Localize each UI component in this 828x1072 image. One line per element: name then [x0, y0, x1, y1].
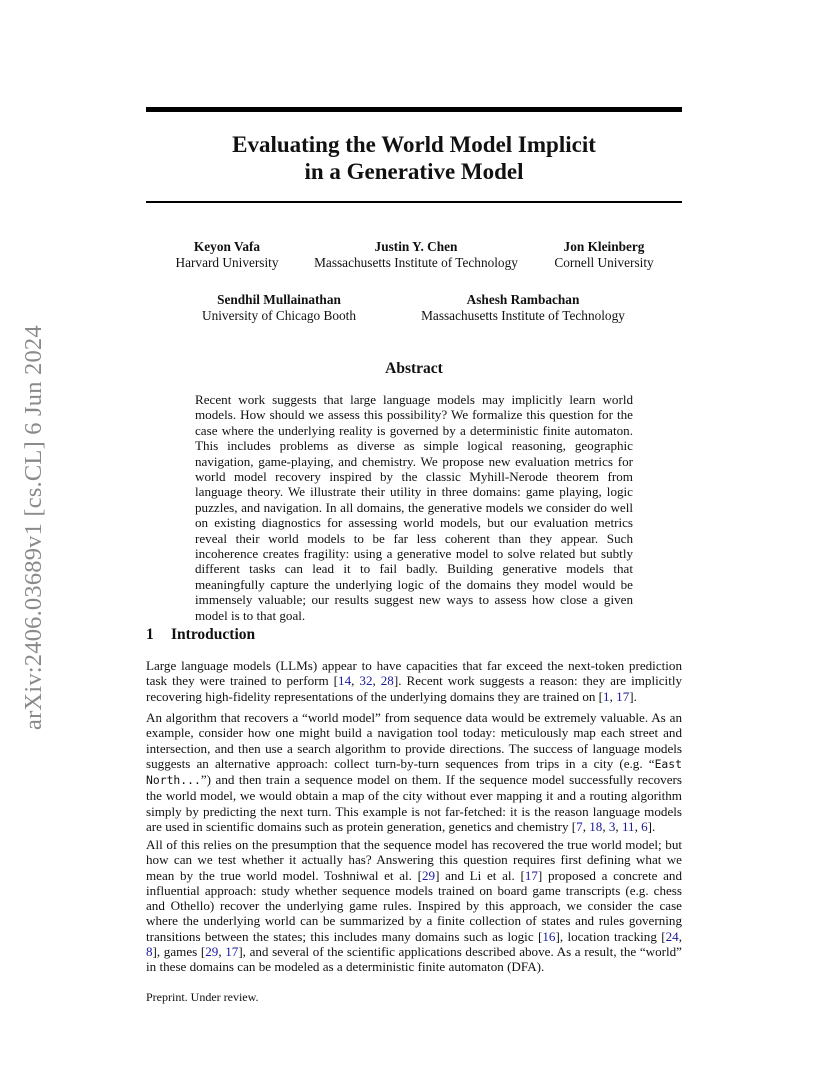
- title-bottom-rule: [146, 201, 682, 203]
- citation-link[interactable]: 17: [225, 944, 239, 960]
- section-number: 1: [146, 626, 154, 643]
- citation-link[interactable]: 28: [380, 673, 394, 689]
- citation-link[interactable]: 1: [603, 688, 610, 704]
- author-block: [407, 292, 639, 324]
- author-affiliation: Harvard University: [175, 255, 279, 270]
- citation-link[interactable]: 16: [542, 928, 556, 944]
- preprint-footer: Preprint. Under review.: [146, 990, 259, 1004]
- intro-paragraph-1: Large language models (LLMs) appear to have capacities that far exceed the next-token prediction task they were trained to perform [14, 32, 28]. Recent work suggests a reason: they are implicitly recovering high-fidelity representations of the underlying domains they are trained on [1, 17].: [146, 658, 683, 704]
- author-name: Justin Y. Chen: [374, 239, 458, 254]
- citation-link[interactable]: 18: [589, 819, 603, 835]
- author-name: Ashesh Rambachan: [466, 292, 580, 307]
- abstract-text: Recent work suggests that large language models may implicitly learn world models. How should we assess this possibility? We formalize this question for the case where the underlying reality is governed by a deterministic finite automaton. This includes problems as diverse as simple logical reasoning, geographic navigation, game-playing, and chemistry. We propose new evaluation metrics for world model recovery inspired by the classic Myhill-Nerode theorem from language theory. We illustrate their utility in three domains: game playing, logic puzzles, and navigation. In all domains, the generative models we consider do well on existing diagnostics for assessing world models, but our evaluation metrics reveal their world models to be far less coherent than they appear. Such incoherence creates fragility: using a generative model to solve related but subtly different tasks can lead it to fail badly. Building generative models that meaningfully capture the underlying logic of the domains they model would be immensely valuable; our results suggest new ways to assess how close a given model is to that goal.: [195, 392, 633, 623]
- citation-link[interactable]: 29: [205, 944, 219, 960]
- citation-link[interactable]: 14: [338, 673, 352, 689]
- section-title: Introduction: [171, 626, 256, 643]
- author-block: [152, 239, 302, 271]
- citation-link[interactable]: 17: [616, 688, 630, 704]
- citation-link[interactable]: 8: [146, 944, 153, 960]
- citation-link[interactable]: 6: [641, 819, 648, 835]
- code-snippet: East North...: [146, 756, 682, 788]
- author-block: [300, 239, 532, 271]
- citation-link[interactable]: 29: [421, 867, 436, 883]
- author-affiliation: Cornell University: [554, 255, 654, 270]
- paper-title-line-2: in a Generative Model: [304, 159, 524, 184]
- author-name: Keyon Vafa: [193, 239, 261, 254]
- author-name: Sendhil Mullainathan: [217, 292, 341, 307]
- intro-paragraph-2: An algorithm that recovers a “world model” from sequence data would be extremely valuable. As an example, consider how one might build a navigation tool today: meticulously map each street and intersection, and then use a search algorithm to provide directions. The success of language models suggests an alternative approach: collect turn-by-turn sequences from trips in a city (e.g. “East North...”) and then train a sequence model on them. If the sequence model successfully recovers the world model, we would obtain a map of the city without ever mapping it and a routing algorithm simply by predicting the next turn. This example is not far-fetched: it is the reason language models are used in scientific domains such as protein generation, genetics and chemistry [7, 18, 3, 11, 6].: [146, 710, 682, 835]
- abstract-heading: Abstract: [385, 360, 443, 377]
- citation-link[interactable]: 11: [621, 819, 635, 835]
- citation-link[interactable]: 7: [576, 819, 583, 835]
- author-affiliation: Massachusetts Institute of Technology: [421, 308, 625, 323]
- author-affiliation: Massachusetts Institute of Technology: [314, 255, 518, 270]
- author-name: Jon Kleinberg: [563, 239, 645, 254]
- paper-title-line-1: Evaluating the World Model Implicit: [232, 132, 596, 157]
- author-block: [534, 239, 674, 271]
- author-affiliation: University of Chicago Booth: [201, 308, 356, 323]
- citation-link[interactable]: 32: [359, 673, 373, 689]
- citation-link[interactable]: 24: [665, 928, 679, 944]
- section-heading: [146, 626, 255, 644]
- intro-paragraph-3: All of this relies on the presumption that the sequence model has recovered the true world model; but how can we test whether it actually has? Answering this question requires first defining what we mean by the true world model. Toshniwal et al. [29] and Li et al. [17] proposed a concrete and influential approach: study whether sequence models trained on board game transcripts (e.g. chess and Othello) recover the underlying game rules. Inspired by this approach, we consider the case where the underlying world can be summarized by a finite collection of states and rules governing transitions between the states; this includes many domains such as logic [16], location tracking [24, 8], games [29, 17], and several of the scientific applications described above. As a result, the “world” in these domains can be modeled as a deterministic finite automaton (DFA).: [146, 837, 682, 975]
- author-block: [189, 292, 369, 324]
- citation-link[interactable]: 3: [608, 819, 616, 835]
- arxiv-identifier: arXiv:2406.03689v1 [cs.CL] 6 Jun 2024: [20, 325, 47, 730]
- title-top-rule: [146, 107, 682, 112]
- citation-link[interactable]: 17: [524, 867, 538, 883]
